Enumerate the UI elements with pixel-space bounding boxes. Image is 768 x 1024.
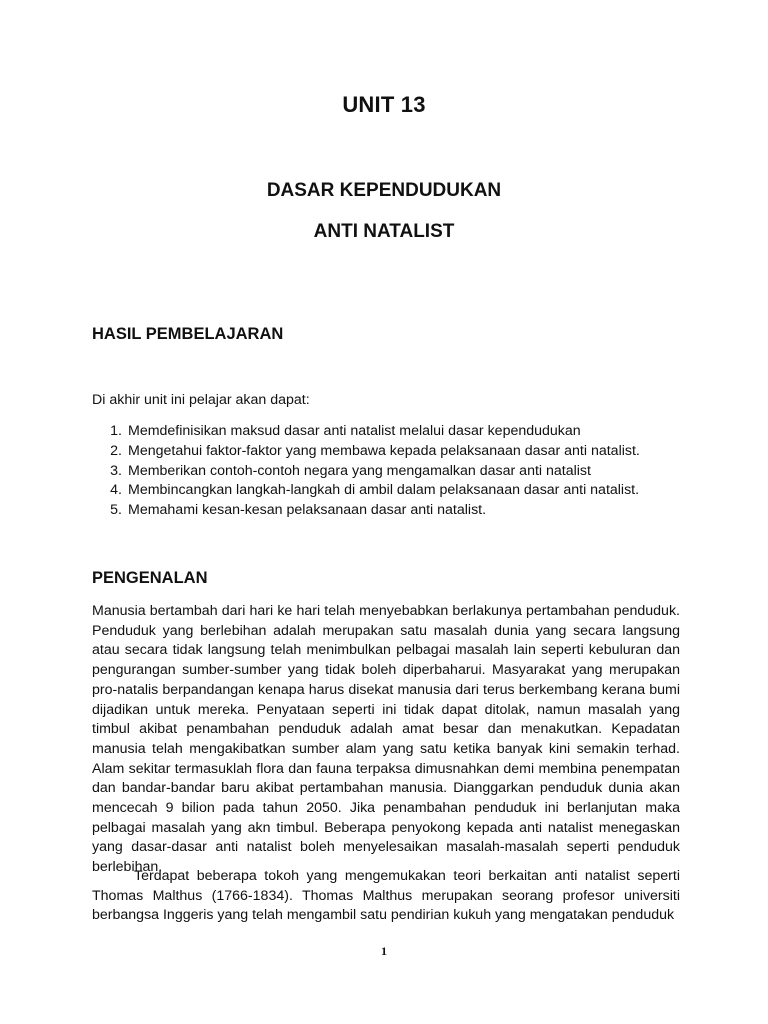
learning-outcomes-intro: Di akhir unit ini pelajar akan dapat:: [92, 392, 310, 408]
introduction-heading: PENGENALAN: [92, 569, 208, 587]
list-item-number: 3 .: [92, 462, 128, 482]
list-item: [92, 462, 640, 482]
list-item-number: 4 .: [92, 481, 128, 501]
introduction-paragraph-2: Terdapat beberapa tokoh yang mengemukakan teori berkaitan anti natalist seperti Thomas Malthus (1766-1834). Thomas Malthus merupakan seorang profesor universiti berbangsa Inggeris yang telah mengambil satu pendirian kukuh yang mengatakan penduduk: [92, 868, 680, 924]
list-item: [92, 422, 640, 442]
list-item-text: Membincangkan langkah-langkah di ambil dalam pelaksanaan dasar anti natalist.: [128, 482, 640, 499]
list-item-text: Memdefinisikan maksud dasar anti natalist melalui dasar kependudukan: [128, 423, 581, 439]
unit-title: UNIT 13: [342, 92, 426, 117]
list-item-text: Memahami kesan-kesan pelaksanaan dasar anti natalist.: [128, 502, 487, 519]
learning-outcomes-list: [92, 422, 640, 521]
learning-outcomes-heading: HASIL PEMBELAJARAN: [92, 325, 284, 343]
list-item-number: 2 .: [92, 442, 128, 462]
list-item: [92, 501, 640, 521]
page-number: 1: [381, 944, 387, 958]
list-item-text: Mengetahui faktor-faktor yang membawa kepada pelaksanaan dasar anti natalist.: [128, 442, 640, 459]
document-title-line-2: ANTI NATALIST: [313, 221, 455, 242]
introduction-paragraph-1: Manusia bertambah dari hari ke hari telah menyebabkan berlakunya pertambahan penduduk. Penduduk yang berlebihan adalah merupakan satu masalah dunia yang secara langsung atau secara tidak langsung telah menimbulkan pelbagai masalah lain seperti kebuluran dan pengurangan sumber-sumber yang tidak boleh diperbaharui. Masyarakat yang merupakan pro-natalis berpandangan kenapa harus disekat manusia dari terus berkembang kerana bumi dijadikan untuk mereka. Penyataan seperti ini tidak dapat ditolak, namun masalah yang timbul akibat penambahan penduduk adalah amat besar dan menakutkan. Kepadatan manusia telah mengakibatkan sumber alam yang satu ketika banyak kini semakin terhad. Alam sekitar termasuklah flora dan fauna terpaksa dimusnahkan demi membina penempatan dan bandar-bandar baru akibat pertambahan manusia. Dianggarkan penduduk dunia akan mencecah 9 bilion pada tahun 2050. Jika penambahan penduduk ini berlanjutan maka pelbagai masalah yang akn timbul. Beberapa penyokong kepada anti natalist menegaskan yang dasar-dasar anti natalist boleh menyelesaikan masalah-masalah seperti penduduk berlebihan.: [92, 603, 680, 876]
list-item-text: Memberikan contoh-contoh negara yang mengamalkan dasar anti natalist: [128, 462, 591, 479]
list-item-number: 1 .: [92, 422, 128, 442]
list-item: [92, 481, 640, 501]
list-item-number: 5 .: [92, 501, 128, 521]
list-item: [92, 442, 640, 462]
document-title-line-1: DASAR KEPENDUDUKAN: [266, 180, 502, 201]
